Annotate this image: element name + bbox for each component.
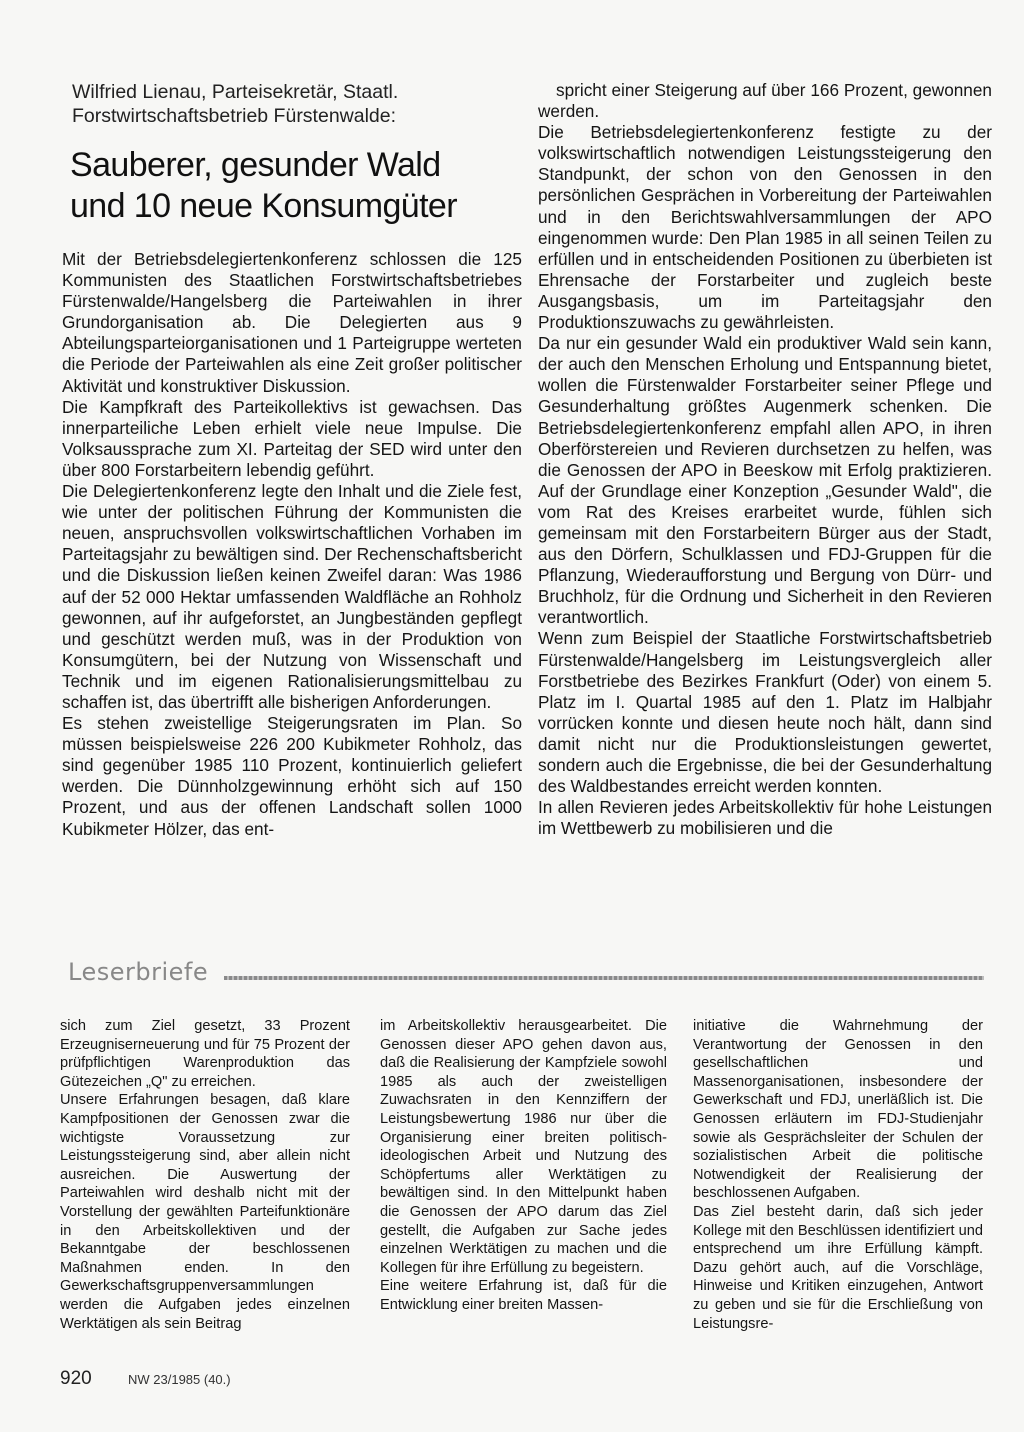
paragraph: im Arbeitskollektiv herausgearbeitet. Die Genossen dieser APO gehen davon aus, daß die Realisierung der Kampfziele sowohl 1985 als auch der zweistelligen Zuwachsraten in den Kennziffern der Leistungsbewertung 1986 nur über die Organisierung einer breiten politisch-ideologischen Arbeit und Nutzung des Schöpfertums aller Werktätigen zu bewältigen sind. In den Mittelpunkt haben die Genossen der APO darum das Ziel gestellt, die Aufgaben zur Sache jedes einzelnen Werktätigen zu machen und die Kollegen für ihre Erfüllung zu begeistern.: [380, 1018, 667, 1276]
paragraph: Unsere Erfahrungen besagen, daß klare Kampfpositionen der Genossen zwar die wichtigste Voraussetzung zur Leistungssteigerung sind, aber allein nicht ausreichen. Die Auswertung der Parteiwahlen wird deshalb nicht mit der Vorstellung der gewählten Parteifunktionäre in den Arbeitskollektiven und der Bekanntgabe der beschlossenen Maßnahmen enden. In den Gewerkschaftsgruppenversammlungen werden die Aufgaben jedes einzelnen Werktätigen als sein Beitrag: [60, 1092, 350, 1332]
paragraph: initiative die Wahrnehmung der Verantwortung der Genossen in den gesellschaftlichen und Massenorganisationen, insbesondere der Gewerkschaft und FDJ, unerläßlich ist. Die Genossen erläutern im FDJ-Studienjahr sowie als Gesprächsleiter der Schulen der sozialistischen Arbeit die politische Notwendigkeit der Realisierung der beschlossenen Aufgaben.: [693, 1018, 983, 1202]
issue-reference: NW 23/1985 (40.): [128, 1372, 231, 1387]
letters-column-2: [380, 1017, 667, 1315]
article-column-right: [538, 80, 992, 839]
paragraph: Die Delegiertenkonferenz legte den Inhalt und die Ziele fest, wie unter der politischen Führung der Kommunisten die neuen, anspruchsvollen volkswirtschaftlichen Vorhaben im Parteitagsjahr zu bewältigen sind. Der Rechenschaftsbericht und die Diskussion ließen keinen Zweifel daran: Was 1986 auf der 52 000 Hektar umfassenden Waldfläche an Rohholz gewonnen, auf ihr aufgeforstet, an Jungbeständen gepflegt und geschützt werden muß, was in der Produktion von Konsumgütern, bei der Nutzung von Wissenschaft und Technik und im eigenen Rationalisierungsmittelbau zu schaffen ist, das übertrifft alle bisherigen Anforderungen.: [62, 481, 522, 712]
section-divider: [224, 976, 984, 980]
paragraph: Die Kampfkraft des Parteikollektivs ist gewachsen. Das innerparteiliche Leben erhielt viele neue Impulse. Die Volksaussprache zum XI. Parteitag der SED wird unter den über 800 Forstarbeitern lebendig geführt.: [62, 396, 522, 480]
article-column-left: [62, 249, 522, 840]
letters-section-label: Leserbriefe: [68, 958, 209, 986]
headline: [70, 145, 540, 227]
byline-line: Forstwirtschaftsbetrieb Fürstenwalde:: [72, 105, 397, 127]
letters-column-3: [693, 1017, 983, 1333]
paragraph: Wenn zum Beispiel der Staatliche Forstwirtschaftsbetrieb Fürstenwalde/Hangelsberg im Leistungsvergleich aller Forstbetriebe des Bezirkes Frankfurt (Oder) von einem 5. Platz im I. Quartal 1985 auf den 1. Platz im Halbjahr vorrücken konnte und diesen heute noch hält, dann sind damit nicht nur die Produktionsleistungen gewertet, sondern auch die Ergebnisse, die bei der Gesunderhaltung des Waldbestandes erreicht werden konnten.: [538, 628, 992, 797]
page-footer: [60, 1368, 360, 1392]
page-number: 920: [60, 1368, 92, 1389]
letters-column-1: [60, 1017, 350, 1333]
letters-section-header: [64, 958, 984, 992]
paragraph: Das Ziel besteht darin, daß sich jeder Kollege mit den Beschlüssen identifiziert und entsprechend um ihre Erfüllung kämpft. Dazu gehört auch, auf die Vorschläge, Hinweise und Kritiken einzugehen, Antwort zu geben und sie für die Erschließung von Leistungsre-: [693, 1203, 983, 1332]
paragraph: In allen Revieren jedes Arbeitskollektiv für hohe Leistungen im Wettbewerb zu mobilisieren und die: [538, 797, 992, 839]
byline: [72, 80, 532, 128]
paragraph: spricht einer Steigerung auf über 166 Prozent, gewonnen werden.: [538, 80, 992, 122]
headline-line: Sauberer, gesunder Wald: [70, 146, 441, 184]
paragraph: Da nur ein gesunder Wald ein produktiver Wald sein kann, der auch den Menschen Erholung und Entspannung bietet, wollen die Fürstenwalder Forstarbeiter seiner Pflege und Gesunderhaltung größtes Augenmerk schenken. Die Betriebsdelegiertenkonferenz empfahl allen APO, in ihren Oberförstereien und Revieren durchsetzen zu helfen, was die Genossen der APO in Beeskow mit Erfolg praktizieren. Auf der Grundlage einer Konzeption „Gesunder Wald", die vom Rat des Kreises erarbeitet wurde, fühlen sich gemeinsam mit den Forstarbeitern Bürger aus der Stadt, aus den Dörfern, Schulklassen und FDJ-Gruppen für die Pflanzung, Wiederaufforstung und Bergung von Dürr- und Bruchholz, für die Ordnung und Sicherheit in den Revieren verantwortlich.: [538, 333, 992, 628]
paragraph: Die Betriebsdelegiertenkonferenz festigte zu der volkswirtschaftlich notwendigen Leistungssteigerung den Standpunkt, der schon von den Genossen in den persönlichen Gesprächen in Vorbereitung der Parteiwahlen und in den Berichtswahlversammlungen der APO eingenommen wurde: Den Plan 1985 in all seinen Teilen zu erfüllen und in entscheidenden Positionen zu überbieten ist Ehrensache der Forstarbeiter und zugleich beste Ausgangsbasis, um im Parteitagsjahr den Produktionszuwachs zu gewährleisten.: [538, 122, 992, 333]
headline-line: und 10 neue Konsumgüter: [70, 187, 457, 225]
paragraph: Es stehen zweistellige Steigerungsraten im Plan. So müssen beispielsweise 226 200 Kubikmeter Rohholz, das sind gegenüber 1985 110 Prozent, kontinuierlich geliefert werden. Die Dünnholzgewinnung erhöht sich auf 150 Prozent, und aus der offenen Landschaft sollen 1000 Kubikmeter Hölzer, das ent-: [62, 713, 522, 839]
byline-line: Wilfried Lienau, Parteisekretär, Staatl.: [72, 81, 399, 103]
paragraph: Eine weitere Erfahrung ist, daß für die Entwicklung einer breiten Massen-: [380, 1278, 667, 1313]
paragraph: Mit der Betriebsdelegiertenkonferenz schlossen die 125 Kommunisten des Staatlichen Forstwirtschaftsbetriebes Fürstenwalde/Hangelsberg die Parteiwahlen in ihrer Grundorganisation ab. Die Delegierten aus 9 Abteilungsparteiorganisationen und 1 Parteigruppe werteten die Periode der Parteiwahlen als eine Zeit großer politischer Aktivität und konstruktiver Diskussion.: [62, 249, 522, 396]
paragraph: sich zum Ziel gesetzt, 33 Prozent Erzeugniserneuerung und für 75 Prozent der prüfpflichtigen Warenproduktion das Gütezeichen „Q" zu erreichen.: [60, 1018, 350, 1090]
